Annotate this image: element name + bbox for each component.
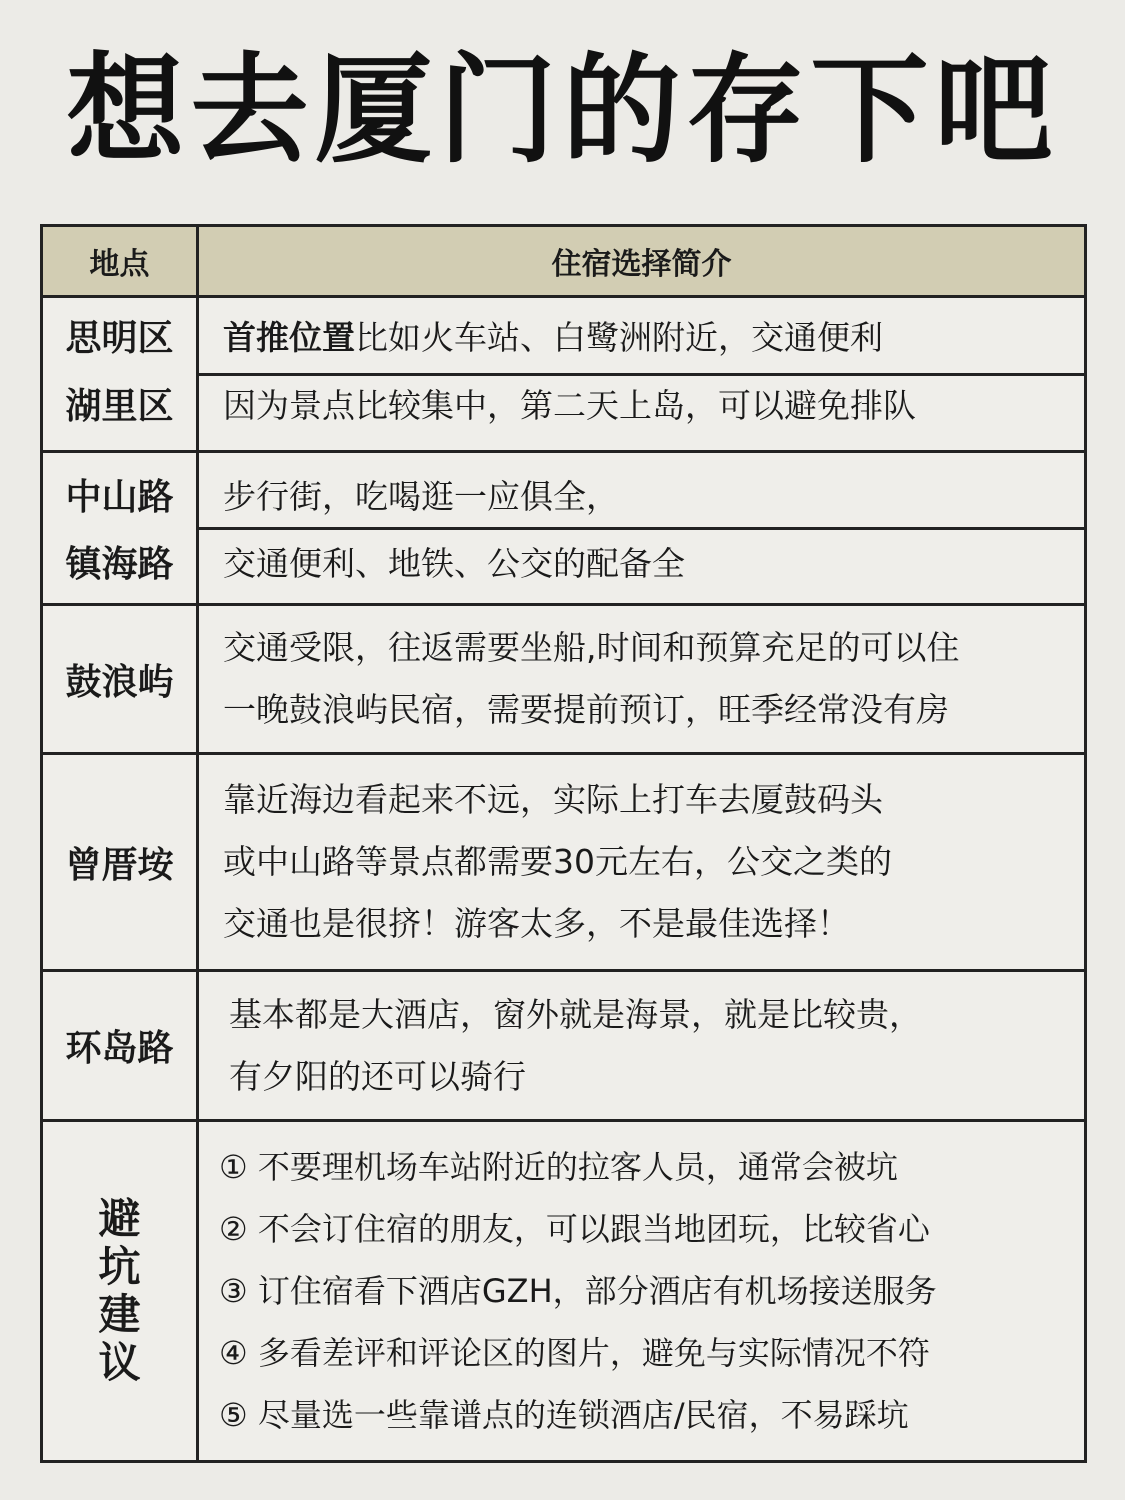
table-row xyxy=(43,373,1084,450)
row-description xyxy=(199,298,1084,373)
row-description xyxy=(199,972,1084,1119)
row-location: 思明区 xyxy=(65,318,174,359)
tips-label-char: 坑 xyxy=(98,1242,141,1291)
row-text: 交通便利、地铁、公交的配备全 xyxy=(223,543,685,583)
row-text-line: 基本都是大酒店，窗外就是海景，就是比较贵， xyxy=(229,994,922,1034)
row-divider xyxy=(43,969,1084,972)
table-row xyxy=(43,606,1084,752)
row-location: 镇海路 xyxy=(65,543,174,585)
page-title: 想去厦门的存下吧 xyxy=(66,41,1059,179)
table-row xyxy=(43,972,1084,1119)
accommodation-table xyxy=(40,224,1087,1463)
row-text-line: 交通受限，往返需要坐船,时间和预算充足的可以住 xyxy=(223,628,960,667)
table-row xyxy=(43,530,1084,603)
tips-label-char: 建 xyxy=(98,1290,141,1339)
tips-row xyxy=(43,1122,1084,1460)
row-description xyxy=(199,373,1084,433)
row-text: 因为景点比较集中，第二天上岛，可以避免排队 xyxy=(223,385,916,425)
row-location: 鼓浪屿 xyxy=(65,661,174,703)
tip-item: ① 不要理机场车站附近的拉客人员，通常会被坑 xyxy=(219,1148,898,1186)
row-description xyxy=(199,463,1084,525)
row-location: 环岛路 xyxy=(65,1028,174,1069)
row-divider xyxy=(198,373,1084,376)
tip-item: ④ 多看差评和评论区的图片，避免与实际情况不符 xyxy=(219,1334,930,1372)
row-description xyxy=(199,530,1084,592)
row-divider xyxy=(43,752,1084,755)
row-divider xyxy=(43,603,1084,606)
header-location: 地点 xyxy=(89,247,150,282)
tip-item: ③ 订住宿看下酒店GZH，部分酒店有机场接送服务 xyxy=(219,1272,937,1310)
row-location: 曾厝垵 xyxy=(65,844,174,886)
tips-label-char: 议 xyxy=(98,1338,141,1387)
tip-item: ⑤ 尽量选一些靠谱点的连锁酒店/民宿，不易踩坑 xyxy=(219,1396,909,1434)
row-text-line: 交通也是很挤！游客太多，不是最佳选择！ xyxy=(223,904,850,943)
row-text: 比如火车站、白鹭洲附近，交通便利 xyxy=(355,318,883,357)
tips-label xyxy=(43,1122,196,1460)
row-text-line: 有夕阳的还可以骑行 xyxy=(229,1056,526,1096)
row-divider xyxy=(43,1119,1084,1122)
row-text-line: 一晚鼓浪屿民宿，需要提前预订，旺季经常没有房 xyxy=(223,690,949,729)
tips-label-char: 避 xyxy=(98,1194,141,1243)
row-text-line: 靠近海边看起来不远，实际上打车去厦鼓码头 xyxy=(223,780,883,819)
table-row xyxy=(43,755,1084,969)
row-emphasis: 首推位置 xyxy=(223,318,355,357)
row-divider xyxy=(43,450,1084,453)
row-text-line: 或中山路等景点都需要30元左右，公交之类的 xyxy=(223,842,892,881)
row-text: 步行街，吃喝逛一应俱全， xyxy=(223,476,619,516)
table-row xyxy=(43,453,1084,527)
tips-list xyxy=(199,1122,1084,1460)
row-location: 湖里区 xyxy=(65,385,174,427)
tip-item: ② 不会订住宿的朋友，可以跟当地团玩，比较省心 xyxy=(219,1210,930,1248)
row-description xyxy=(199,606,1084,752)
row-divider xyxy=(198,527,1084,530)
column-divider xyxy=(196,227,199,1460)
table-row xyxy=(43,298,1084,373)
table-header xyxy=(43,227,1084,295)
row-divider xyxy=(43,295,1084,298)
header-description: 住宿选择简介 xyxy=(551,247,732,282)
row-description xyxy=(199,755,1084,969)
row-location: 中山路 xyxy=(65,476,174,518)
